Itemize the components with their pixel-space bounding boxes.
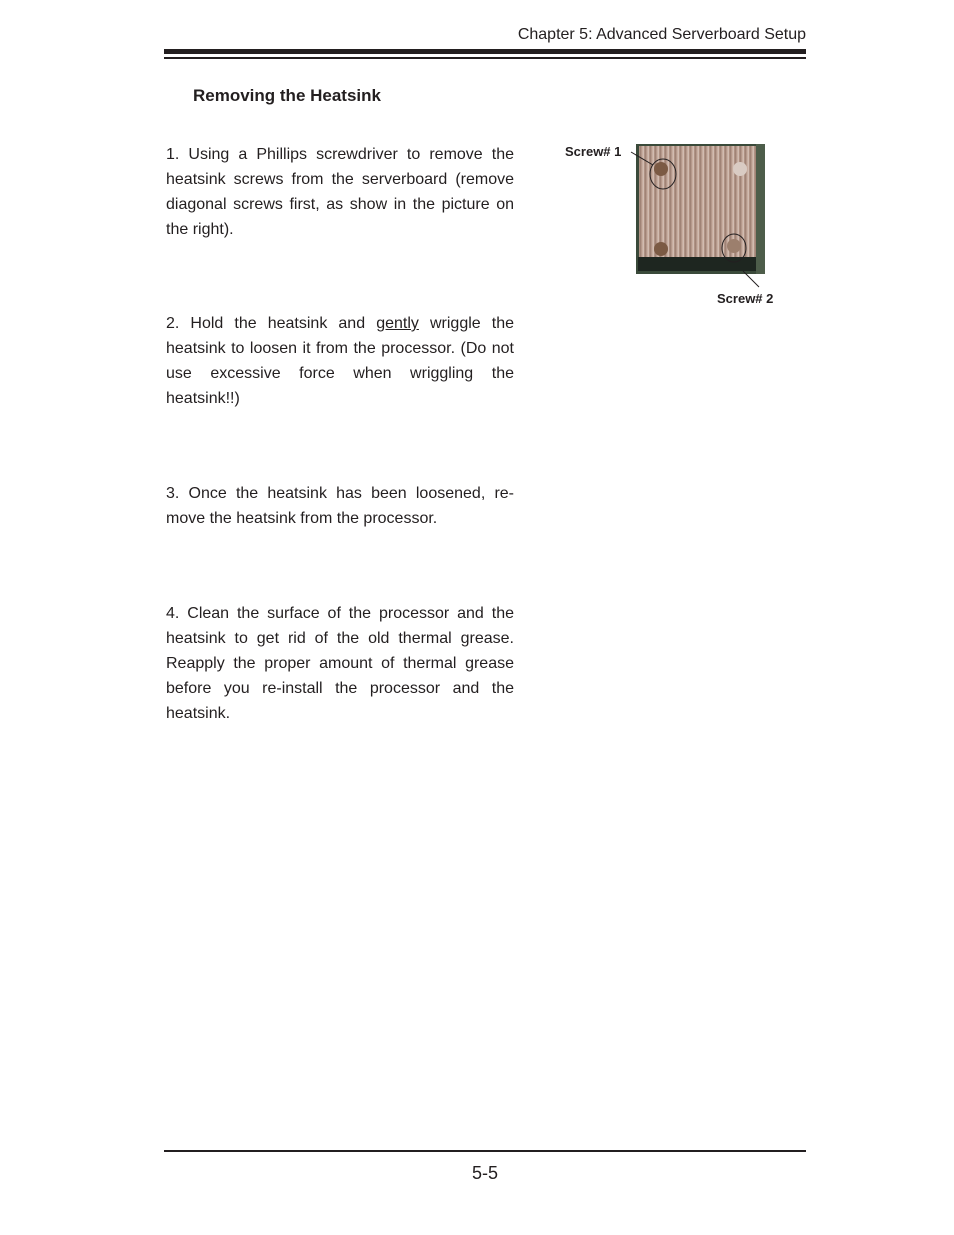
screw-2-label: Screw# 2 — [717, 291, 774, 306]
step-3-text: 3. Once the heatsink has been loosened, re-move the heatsink from the processor. — [166, 485, 514, 527]
chapter-header: Chapter 5: Advanced Serverboard Setup — [517, 26, 806, 43]
page-number: 5-5 — [472, 1163, 499, 1183]
screw-bottom-left — [654, 242, 668, 256]
emphasis-gently: gently — [376, 315, 419, 332]
step-2-text: 2. Hold the heatsink and gently wriggle the heatsink to loosen it from the processor. (Do not use excessive force when wriggling the heatsink!!) — [166, 315, 514, 407]
heatsink-photo-figure — [560, 140, 800, 315]
header-rule-thick — [164, 49, 806, 54]
footer-rule — [164, 1150, 806, 1152]
section-title: Removing the Heatsink — [193, 86, 381, 105]
screw-bottom-right — [727, 239, 741, 253]
screw-1-label: Screw# 1 — [565, 144, 622, 159]
step-4-text: 4. Clean the surface of the processor and the heatsink to get rid of the old thermal grease. Reapply the proper amount of thermal grease before you re-install the processor and the heatsink. — [166, 605, 514, 722]
screw-top-left — [654, 162, 668, 176]
header-rule-thin — [164, 57, 806, 59]
screw-top-right — [733, 162, 747, 176]
step-1-text: 1. Using a Phillips screwdriver to remove the heatsink screws from the serverboard (remove diagonal screws first, as show in the picture on the right). — [166, 146, 514, 238]
heatsink-photo — [636, 144, 765, 274]
